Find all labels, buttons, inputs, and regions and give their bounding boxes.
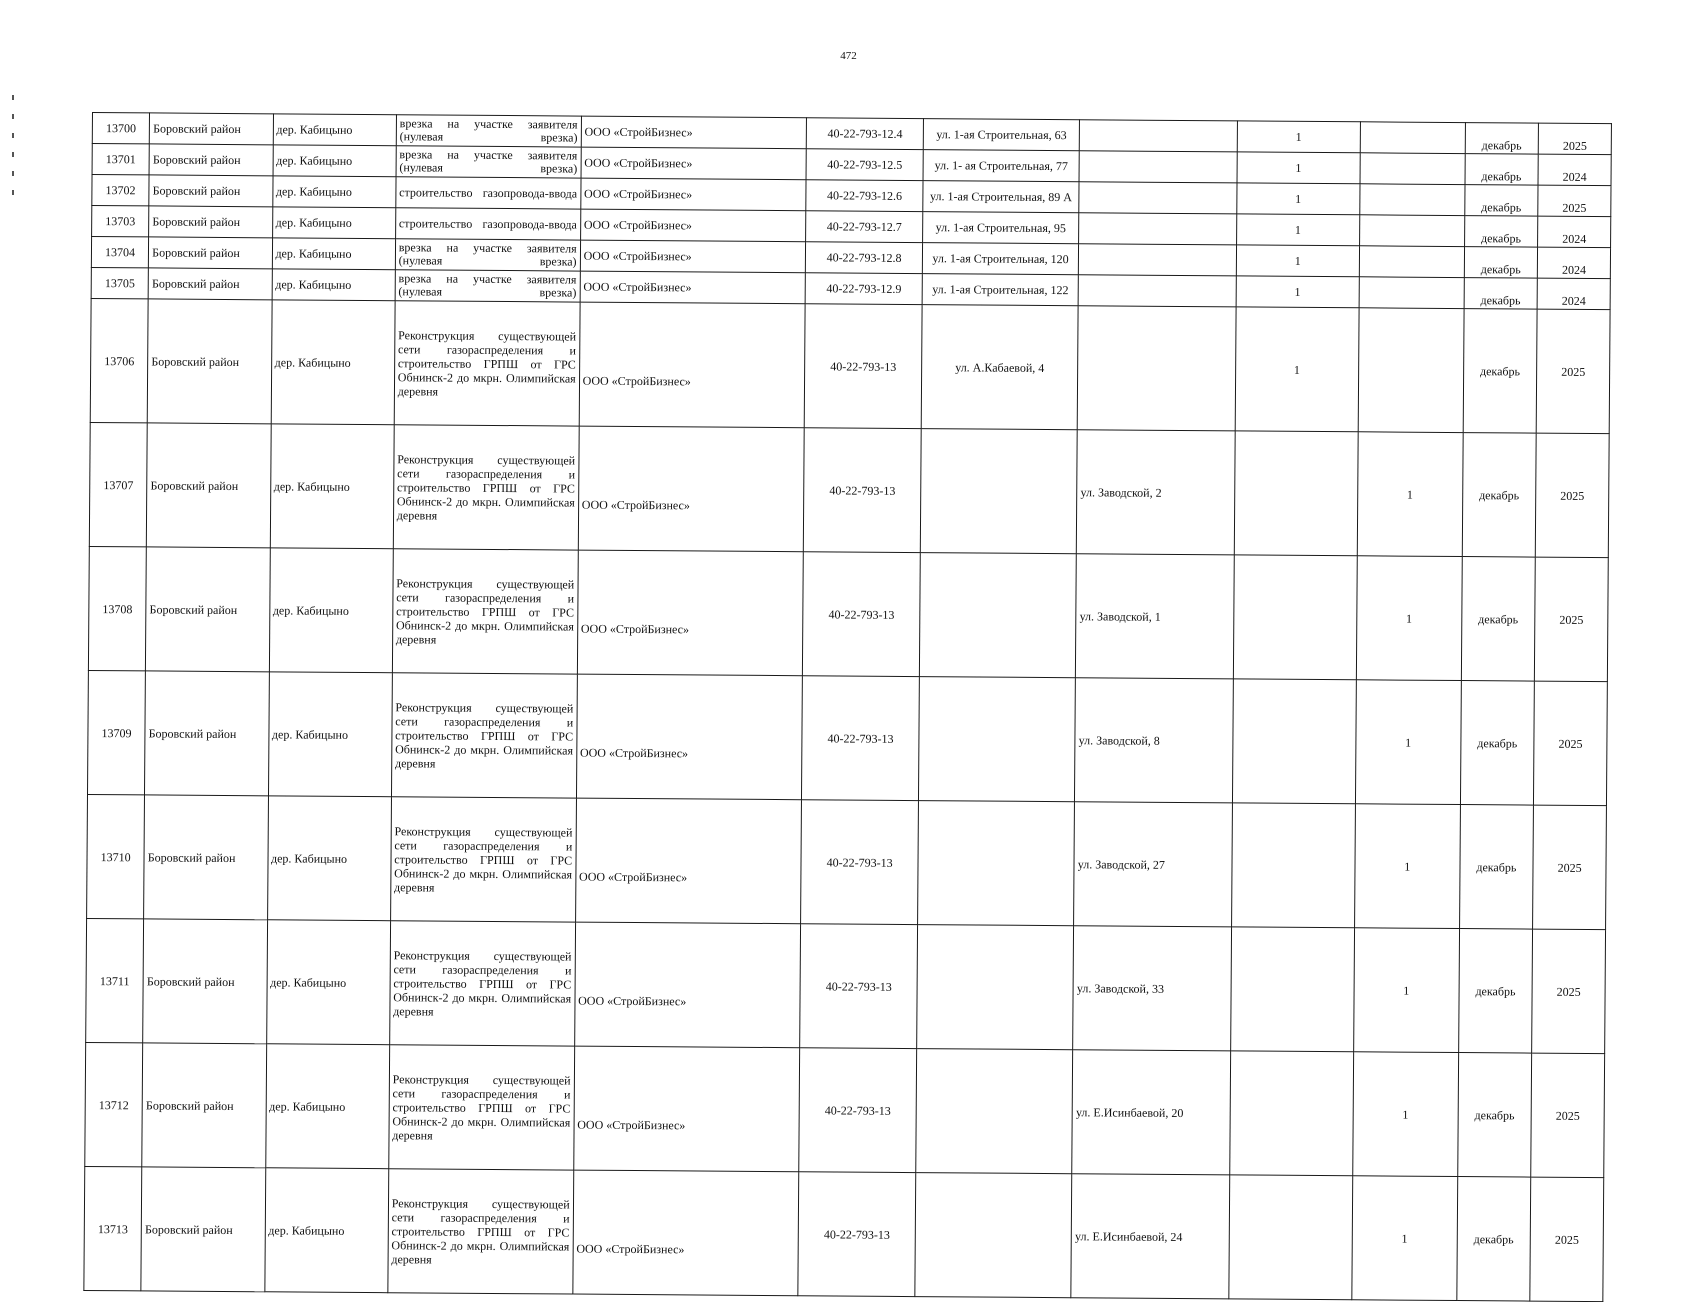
table-row — [87, 794, 1607, 929]
address-secondary-cell — [1078, 275, 1236, 307]
district-name-cell: Боровский район — [142, 1043, 266, 1168]
district-name-cell: Боровский район — [149, 237, 272, 269]
settlement-name-cell: дер. Кабицыно — [267, 796, 391, 921]
district-name-cell: Боровский район — [141, 1167, 265, 1292]
scan-mark — [12, 190, 14, 195]
quantity-secondary-cell — [1359, 246, 1464, 278]
work-description-cell: врезка на участке заявителя (нулевая врезка) — [395, 270, 580, 302]
district-name-cell: Боровский район — [143, 919, 267, 1044]
completion-year-cell: 2024 — [1538, 154, 1611, 186]
row-number-cell: 13710 — [87, 794, 145, 918]
project-code-cell: 40-22-793-12.6 — [806, 180, 923, 212]
completion-month-cell: декабрь — [1459, 805, 1534, 930]
row-number-cell: 13713 — [84, 1166, 142, 1290]
row-number-cell: 13709 — [87, 670, 145, 794]
address-primary-cell: ул. 1-ая Строительная, 95 — [923, 212, 1080, 244]
address-secondary-cell — [1079, 151, 1237, 183]
row-number-cell: 13706 — [90, 298, 148, 422]
settlement-name-cell: дер. Кабицыно — [270, 424, 394, 549]
address-primary-cell — [918, 677, 1075, 802]
scan-mark — [12, 171, 14, 176]
completion-year-cell: 2024 — [1537, 278, 1610, 310]
district-name-cell: Боровский район — [144, 795, 268, 920]
quantity-primary-cell — [1233, 555, 1357, 680]
settlement-name-cell: дер. Кабицыно — [264, 1168, 388, 1293]
address-primary-cell: ул. А.Кабаевой, 4 — [921, 305, 1078, 430]
quantity-primary-cell: 1 — [1235, 307, 1359, 432]
completion-year-cell: 2025 — [1536, 309, 1610, 434]
project-code-cell: 40-22-793-12.4 — [807, 118, 924, 150]
settlement-name-cell: дер. Кабицыно — [269, 548, 393, 673]
district-name-cell: Боровский район — [149, 144, 272, 176]
organization-name-cell: ООО «СтройБизнес» — [576, 674, 803, 800]
table-row — [86, 918, 1606, 1053]
row-number-cell: 13702 — [92, 175, 149, 206]
settlement-name-cell: дер. Кабицыно — [272, 207, 395, 239]
settlement-name-cell: дер. Кабицыно — [272, 238, 395, 270]
quantity-primary-cell — [1229, 1051, 1353, 1176]
project-code-cell: 40-22-793-12.5 — [806, 149, 923, 181]
project-code-cell: 40-22-793-13 — [805, 304, 923, 429]
completion-month-cell: декабрь — [1465, 123, 1539, 155]
work-description-cell: врезка на участке заявителя (нулевая врезка) — [396, 146, 581, 178]
quantity-secondary-cell: 1 — [1356, 556, 1461, 681]
work-description-cell: Реконструкция существующей сети газораспределения и строительство ГРПШ от ГРС Обнинск-2 до мкрн. Олимпийская деревня — [389, 1045, 575, 1170]
address-primary-cell: ул. 1- ая Строительная, 77 — [923, 150, 1080, 182]
work-description-cell: Реконструкция существующей сети газораспределения и строительство ГРПШ от ГРС Обнинск-2 до мкрн. Олимпийская деревня — [393, 425, 579, 550]
address-secondary-cell: ул. Заводской, 1 — [1076, 554, 1234, 679]
completion-year-cell: 2025 — [1534, 681, 1608, 806]
quantity-secondary-cell — [1360, 122, 1465, 154]
organization-name-cell: ООО «СтройБизнес» — [578, 426, 805, 552]
table-row — [84, 1166, 1604, 1301]
completion-month-cell: декабрь — [1464, 185, 1538, 217]
address-primary-cell — [919, 553, 1076, 678]
row-number-cell: 13708 — [88, 546, 146, 670]
organization-name-cell: ООО «СтройБизнес» — [580, 240, 806, 273]
completion-month-cell: декабрь — [1462, 433, 1537, 558]
work-description-cell: строительство газопровода-ввода — [396, 177, 581, 209]
completion-month-cell: декабрь — [1463, 309, 1538, 434]
completion-year-cell: 2025 — [1538, 123, 1611, 155]
work-description-cell: Реконструкция существующей сети газораспределения и строительство ГРПШ от ГРС Обнинск-2 до мкрн. Олимпийская деревня — [390, 797, 576, 922]
table-row — [88, 546, 1608, 681]
settlement-name-cell: дер. Кабицыно — [266, 920, 390, 1045]
project-code-cell: 40-22-793-13 — [804, 428, 922, 553]
margin-scan-marks — [10, 95, 16, 225]
quantity-secondary-cell — [1360, 153, 1465, 185]
district-name-cell: Боровский район — [150, 113, 273, 145]
completion-month-cell: декабрь — [1464, 278, 1538, 310]
organization-name-cell: ООО «СтройБизнес» — [573, 1046, 800, 1172]
completion-month-cell: декабрь — [1464, 216, 1538, 248]
address-secondary-cell — [1079, 213, 1237, 245]
quantity-secondary-cell — [1358, 308, 1463, 433]
project-code-cell: 40-22-793-12.8 — [806, 242, 923, 274]
project-code-cell: 40-22-793-13 — [801, 800, 919, 925]
address-primary-cell — [916, 1049, 1073, 1174]
completion-year-cell: 2025 — [1536, 433, 1610, 558]
organization-name-cell: ООО «СтройБизнес» — [581, 116, 807, 149]
settlement-name-cell: дер. Кабицыно — [272, 176, 395, 208]
quantity-secondary-cell: 1 — [1355, 680, 1460, 805]
scan-mark — [12, 95, 14, 100]
register-sheet — [83, 112, 1612, 1302]
quantity-secondary-cell: 1 — [1354, 804, 1459, 929]
quantity-primary-cell — [1230, 927, 1354, 1052]
work-description-cell: строительство газопровода-ввода — [395, 208, 580, 240]
address-secondary-cell: ул. Е.Исинбаевой, 24 — [1071, 1174, 1229, 1299]
district-name-cell: Боровский район — [147, 423, 271, 548]
work-description-cell: Реконструкция существующей сети газораспределения и строительство ГРПШ от ГРС Обнинск-2 до мкрн. Олимпийская деревня — [391, 673, 577, 798]
organization-name-cell: ООО «СтройБизнес» — [580, 209, 806, 242]
quantity-primary-cell — [1232, 679, 1356, 804]
district-name-cell: Боровский район — [145, 671, 269, 796]
row-number-cell: 13705 — [91, 267, 148, 298]
settlement-name-cell: дер. Кабицыно — [272, 269, 395, 301]
address-secondary-cell — [1079, 244, 1237, 276]
quantity-secondary-cell — [1359, 215, 1464, 247]
organization-name-cell: ООО «СтройБизнес» — [573, 1170, 800, 1296]
organization-name-cell: ООО «СтройБизнес» — [575, 798, 802, 924]
project-code-cell: 40-22-793-13 — [803, 552, 921, 677]
district-name-cell: Боровский район — [148, 268, 271, 300]
quantity-secondary-cell: 1 — [1354, 928, 1459, 1053]
address-primary-cell: ул. 1-ая Строительная, 122 — [922, 274, 1079, 306]
row-number-cell: 13712 — [85, 1042, 143, 1166]
completion-year-cell: 2024 — [1538, 247, 1611, 279]
row-number-cell: 13711 — [86, 918, 144, 1042]
scan-mark — [12, 114, 14, 119]
project-code-cell: 40-22-793-12.9 — [805, 273, 922, 305]
table-row — [89, 422, 1609, 557]
settlement-name-cell: дер. Кабицыно — [273, 114, 396, 146]
quantity-secondary-cell — [1360, 184, 1465, 216]
scan-mark — [12, 133, 14, 138]
work-description-cell: Реконструкция существующей сети газораспределения и строительство ГРПШ от ГРС Обнинск-2 до мкрн. Олимпийская деревня — [392, 549, 578, 674]
completion-year-cell: 2025 — [1538, 185, 1611, 217]
organization-name-cell: ООО «СтройБизнес» — [580, 178, 806, 211]
work-description-cell: врезка на участке заявителя (нулевая врезка) — [396, 115, 581, 147]
project-code-cell: 40-22-793-13 — [800, 924, 918, 1049]
completion-year-cell: 2025 — [1535, 557, 1609, 682]
address-primary-cell: ул. 1-ая Строительная, 120 — [922, 243, 1079, 275]
gas-connection-register-table — [83, 112, 1612, 1302]
address-secondary-cell: ул. Заводской, 33 — [1073, 926, 1231, 1051]
address-secondary-cell: ул. Заводской, 27 — [1074, 802, 1232, 927]
project-code-cell: 40-22-793-13 — [798, 1172, 916, 1297]
organization-name-cell: ООО «СтройБизнес» — [579, 302, 806, 428]
row-number-cell: 13707 — [89, 422, 147, 546]
work-description-cell: Реконструкция существующей сети газораспределения и строительство ГРПШ от ГРС Обнинск-2 до мкрн. Олимпийская деревня — [389, 921, 575, 1046]
address-secondary-cell: ул. Заводской, 2 — [1077, 430, 1235, 555]
completion-month-cell: декабрь — [1464, 247, 1538, 279]
organization-name-cell: ООО «СтройБизнес» — [574, 922, 801, 1048]
organization-name-cell: ООО «СтройБизнес» — [581, 147, 807, 180]
project-code-cell: 40-22-793-12.7 — [806, 211, 923, 243]
settlement-name-cell: дер. Кабицыно — [265, 1044, 389, 1169]
address-primary-cell: ул. 1-ая Строительная, 63 — [923, 119, 1080, 151]
address-primary-cell — [918, 801, 1075, 926]
address-secondary-cell — [1079, 182, 1237, 214]
completion-year-cell: 2024 — [1538, 216, 1611, 248]
quantity-primary-cell — [1234, 431, 1358, 556]
settlement-name-cell: дер. Кабицыно — [268, 672, 392, 797]
completion-year-cell: 2025 — [1532, 929, 1606, 1054]
quantity-secondary-cell: 1 — [1353, 1052, 1458, 1177]
row-number-cell: 13704 — [91, 237, 148, 268]
completion-year-cell: 2025 — [1530, 1177, 1604, 1302]
quantity-secondary-cell — [1359, 277, 1464, 309]
project-code-cell: 40-22-793-13 — [802, 676, 920, 801]
address-primary-cell — [917, 925, 1074, 1050]
register-table-body — [84, 113, 1612, 1302]
district-name-cell: Боровский район — [149, 206, 272, 238]
address-primary-cell: ул. 1-ая Строительная, 89 А — [923, 181, 1080, 213]
table-row — [87, 670, 1607, 805]
row-number-cell: 13701 — [92, 144, 149, 175]
quantity-primary-cell: 1 — [1236, 276, 1359, 308]
quantity-primary-cell: 1 — [1236, 245, 1359, 277]
completion-month-cell: декабрь — [1461, 557, 1536, 682]
quantity-secondary-cell: 1 — [1352, 1176, 1457, 1301]
work-description-cell: Реконструкция существующей сети газораспределения и строительство ГРПШ от ГРС Обнинск-2 до мкрн. Олимпийская деревня — [394, 301, 580, 426]
quantity-primary-cell — [1229, 1175, 1353, 1300]
organization-name-cell: ООО «СтройБизнес» — [580, 271, 806, 304]
quantity-primary-cell — [1231, 803, 1355, 928]
address-primary-cell — [915, 1173, 1072, 1298]
completion-month-cell: декабрь — [1460, 681, 1535, 806]
table-row — [85, 1042, 1605, 1177]
settlement-name-cell: дер. Кабицыно — [273, 145, 396, 177]
row-number-cell: 13700 — [92, 113, 149, 144]
table-row — [90, 298, 1610, 433]
organization-name-cell: ООО «СтройБизнес» — [577, 550, 804, 676]
address-secondary-cell — [1080, 120, 1238, 152]
district-name-cell: Боровский район — [146, 547, 270, 672]
district-name-cell: Боровский район — [149, 175, 272, 207]
settlement-name-cell: дер. Кабицыно — [271, 300, 395, 425]
scan-mark — [12, 152, 14, 157]
completion-month-cell: декабрь — [1458, 929, 1533, 1054]
page-number: 472 — [840, 50, 857, 62]
quantity-primary-cell: 1 — [1236, 214, 1359, 246]
quantity-primary-cell: 1 — [1237, 152, 1360, 184]
completion-month-cell: декабрь — [1465, 154, 1539, 186]
work-description-cell: Реконструкция существующей сети газораспределения и строительство ГРПШ от ГРС Обнинск-2 до мкрн. Олимпийская деревня — [388, 1169, 574, 1294]
quantity-secondary-cell: 1 — [1357, 432, 1462, 557]
quantity-primary-cell: 1 — [1237, 121, 1360, 153]
completion-year-cell: 2025 — [1533, 805, 1607, 930]
district-name-cell: Боровский район — [147, 299, 271, 424]
address-secondary-cell: ул. Заводской, 8 — [1075, 678, 1233, 803]
completion-year-cell: 2025 — [1531, 1053, 1605, 1178]
row-number-cell: 13703 — [92, 206, 149, 237]
address-secondary-cell: ул. Е.Исинбаевой, 20 — [1072, 1050, 1230, 1175]
project-code-cell: 40-22-793-13 — [799, 1048, 917, 1173]
address-primary-cell — [920, 429, 1077, 554]
quantity-primary-cell: 1 — [1236, 183, 1359, 215]
completion-month-cell: декабрь — [1456, 1177, 1531, 1302]
work-description-cell: врезка на участке заявителя (нулевая врезка) — [395, 239, 580, 271]
completion-month-cell: декабрь — [1457, 1053, 1532, 1178]
address-secondary-cell — [1077, 306, 1235, 431]
